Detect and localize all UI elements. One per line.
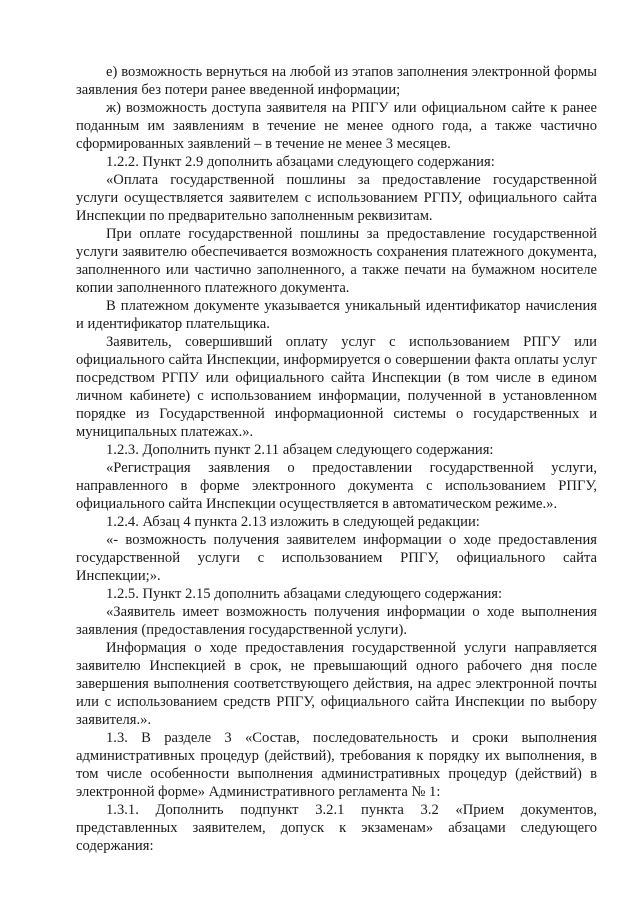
paragraph-status-info-possibility: «- возможность получения заявителем информации о ходе предоставления государственной услуги с использованием РПГУ, официального сайта Инспекции;».	[76, 532, 597, 584]
paragraph-clause-1-3: 1.3. В разделе 3 «Состав, последовательность и сроки выполнения административных процедур (действий), требования к порядку их выполнения, в том числе особенности выполнения административных процедур (действий) в электронной форме» Административного регламента № 1:	[76, 730, 597, 800]
paragraph-item-zh: ж) возможность доступа заявителя на РПГУ или официальном сайте к ранее поданным им заявлениям в течение не менее одного года, а также частично сформированных заявлений – в течение не менее 3 месяцев.	[76, 100, 597, 152]
paragraph-clause-1-2-5: 1.2.5. Пункт 2.15 дополнить абзацами следующего содержания:	[106, 586, 503, 602]
paragraph-clause-1-3-1: 1.3.1. Дополнить подпункт 3.2.1 пункта 3.2 «Прием документов, представленных заявителем, допуск к экзаменам» абзацами следующего содержания:	[76, 802, 597, 854]
paragraph-duty-payment: «Оплата государственной пошлины за предоставление государственной услуги осуществляется заявителем с использованием РГПУ, официального сайта Инспекции по предварительно заполненным реквизитам.	[76, 172, 597, 224]
paragraph-item-e: е) возможность вернуться на любой из этапов заполнения электронной формы заявления без потери ранее введенной информации;	[76, 64, 597, 98]
paragraph-clause-1-2-2: 1.2.2. Пункт 2.9 дополнить абзацами следующего содержания:	[106, 154, 495, 170]
paragraph-payment-identifiers: В платежном документе указывается уникальный идентификатор начисления и идентификатор плательщика.	[76, 298, 597, 332]
paragraph-applicant-status-info: «Заявитель имеет возможность получения информации о ходе выполнения заявления (предоставления государственной услуги).	[76, 604, 597, 638]
paragraph-registration: «Регистрация заявления о предоставлении государственной услуги, направленного в форме электронного документа с использованием РПГУ, официального сайта Инспекции осуществляется в автоматическом режиме.».	[76, 460, 597, 512]
paragraph-payment-document-save: При оплате государственной пошлины за предоставление государственной услуги заявителю обеспечивается возможность сохранения платежного документа, заполненного или частично заполненного, а также печати на бумажном носителе копии заполненного платежного документа.	[76, 226, 597, 296]
paragraph-clause-1-2-3: 1.2.3. Дополнить пункт 2.11 абзацем следующего содержания:	[106, 442, 494, 458]
paragraph-clause-1-2-4: 1.2.4. Абзац 4 пункта 2.13 изложить в следующей редакции:	[106, 514, 480, 530]
paragraph-status-info-delivery: Информация о ходе предоставления государственной услуги направляется заявителю Инспекцией в срок, не превышающий одного рабочего дня после завершения выполнения соответствующего действия, на адрес электронной почты или с использованием средств РПГУ, официального сайта Инспекции по выбору заявителя.».	[76, 640, 597, 728]
paragraph-payment-notification: Заявитель, совершивший оплату услуг с использованием РПГУ или официального сайта Инспекции, информируется о совершении факта оплаты услуг посредством РГПУ или официального сайта Инспекции (в том числе в едином личном кабинете) с использованием информации, полученной в установленном порядке из Государственной информационной системы о государственных и муниципальных платежах.».	[76, 334, 597, 440]
